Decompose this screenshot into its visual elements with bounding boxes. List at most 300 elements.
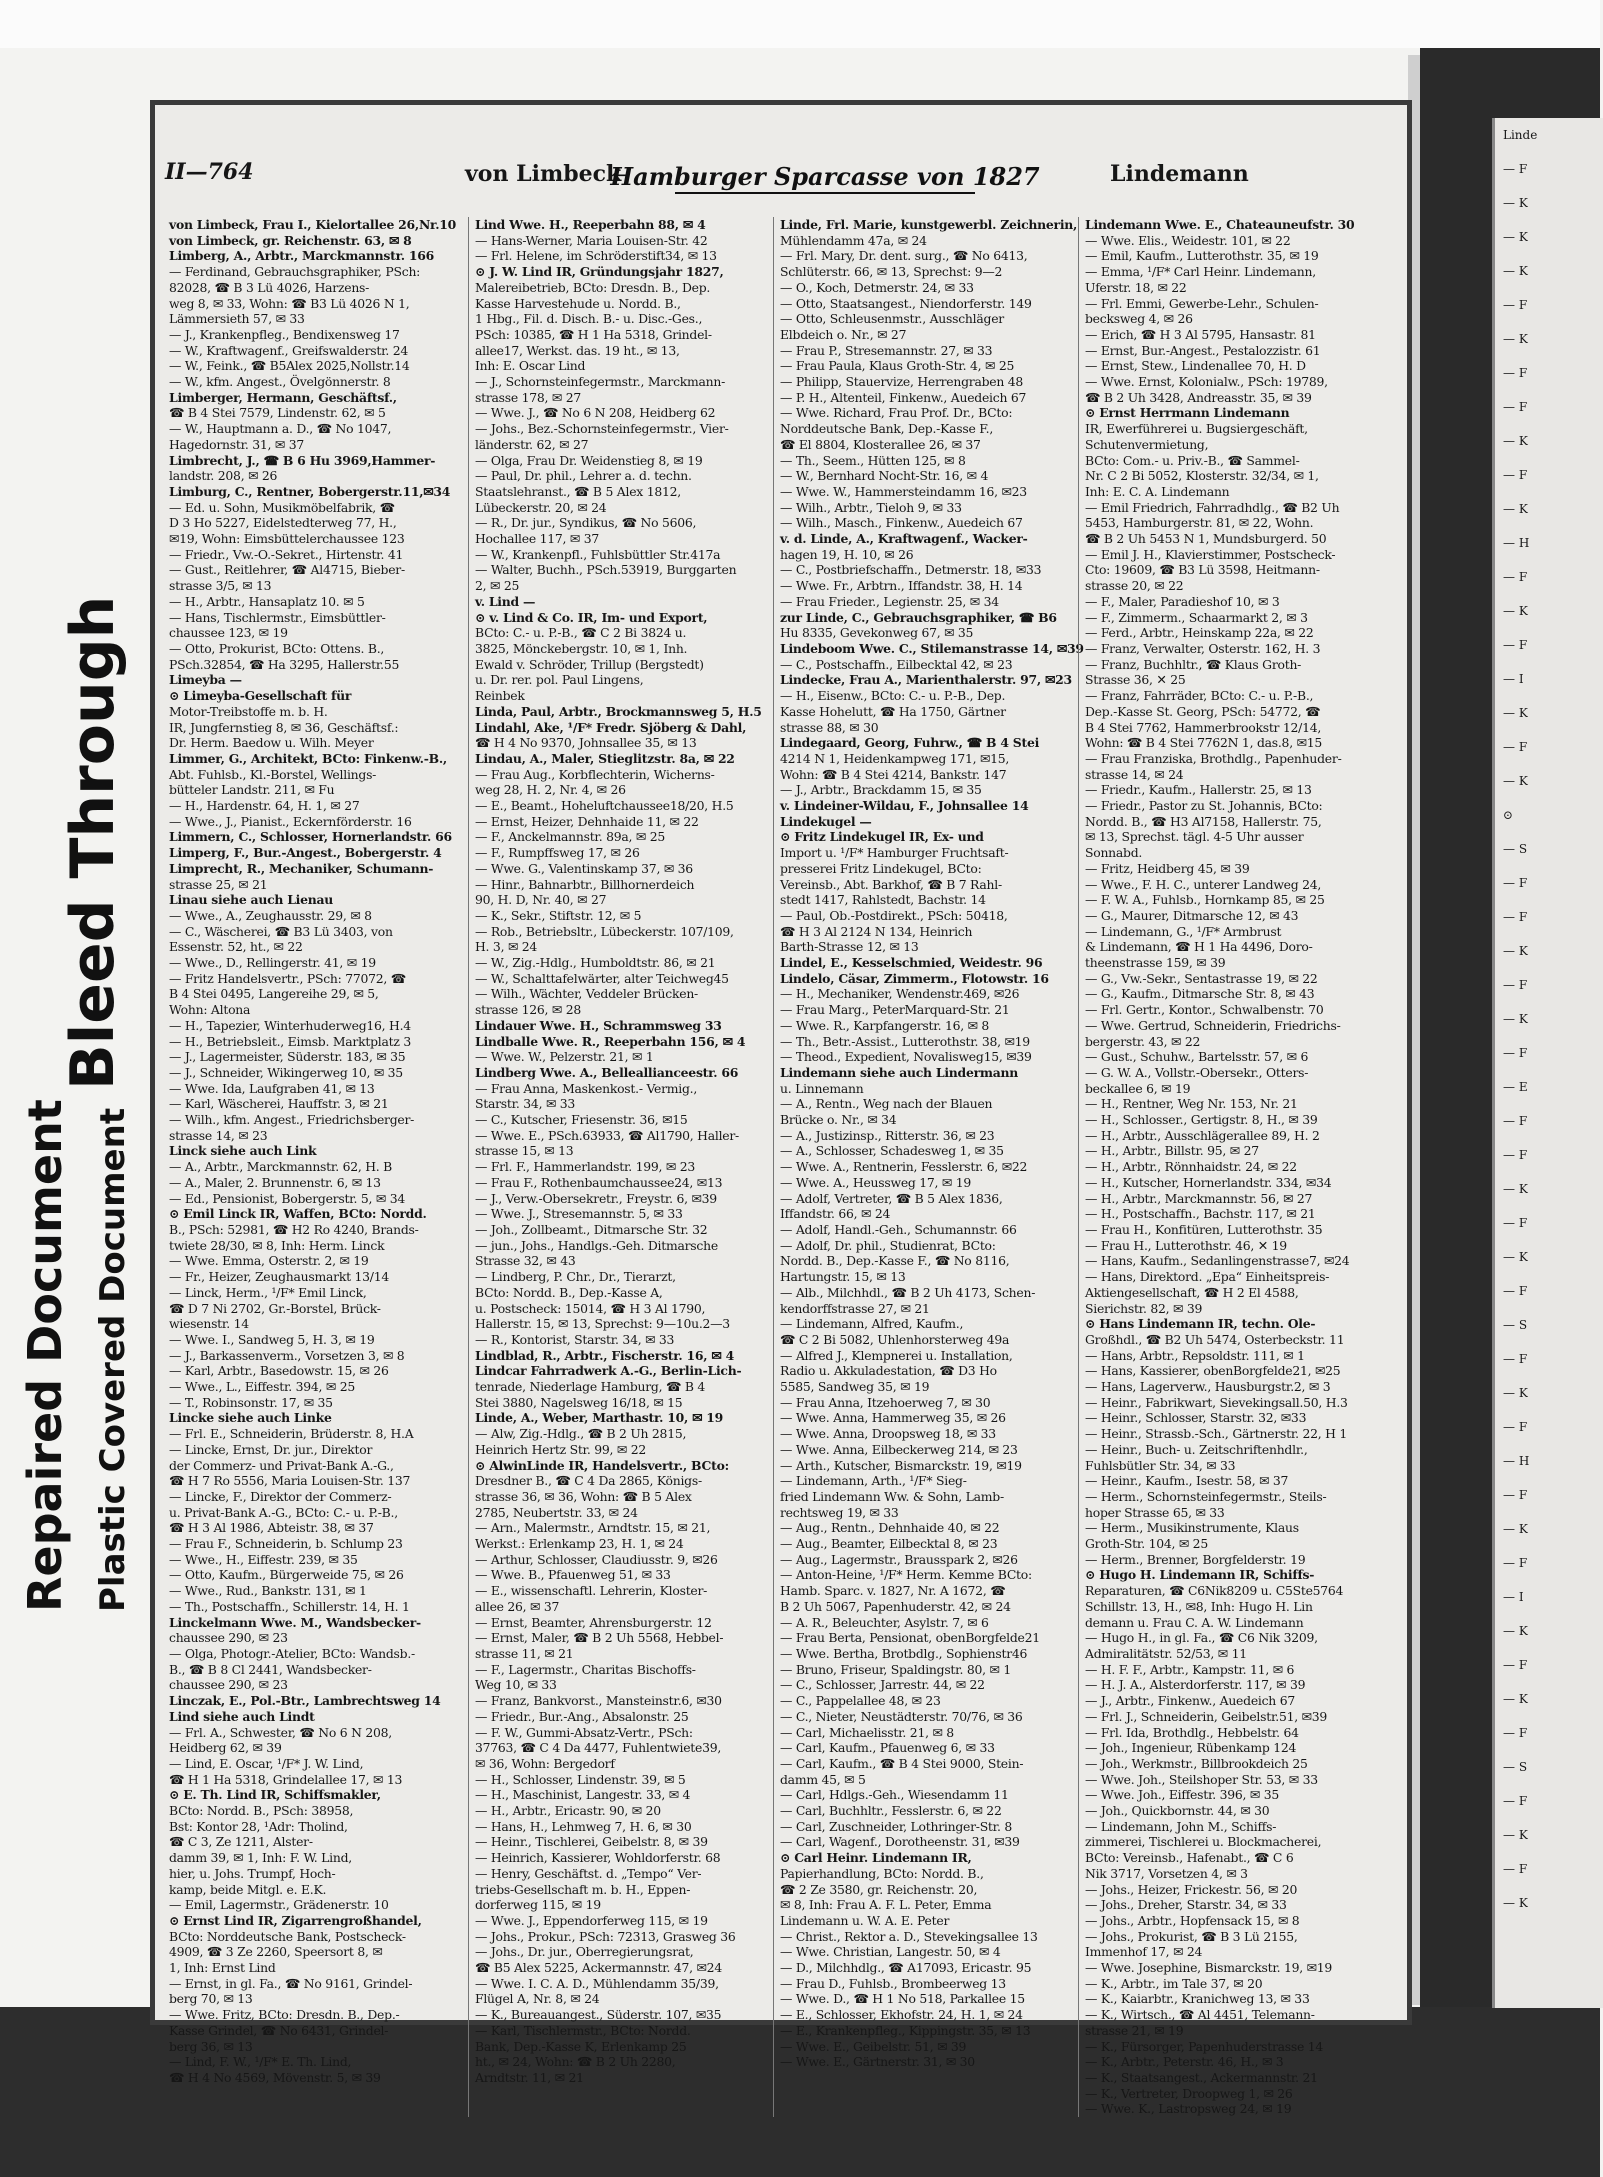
directory-entry-line: — Wwe. W., Pelzerstr. 21, ✉ 1 (475, 1049, 654, 1065)
directory-entry-line: — H., Arbtr., Billstr. 95, ✉ 27 (1085, 1143, 1259, 1159)
directory-entry-line: — Wwe. E., Geibelstr. 51, ✉ 39 (780, 2038, 967, 2054)
directory-entry-line: — Aug., Rentn., Dehnhaide 40, ✉ 22 (780, 1520, 1000, 1536)
directory-entry-line: Lindemann Wwe. E., Chateauneufstr. 30 (1085, 217, 1355, 232)
directory-entry-line: Vereinsb., Abt. Barkhof, ☎ B 7 Rahl- (780, 876, 1002, 892)
adjacent-entry-fragment: — K (1503, 706, 1528, 720)
directory-entry-line: becksweg 4, ✉ 26 (1085, 311, 1193, 327)
directory-entry-line: — Frau F., Schneiderin, b. Schlump 23 (169, 1536, 403, 1552)
directory-entry-line: chaussee 123, ✉ 19 (169, 625, 288, 641)
directory-entry-line: — H., Hardenstr. 64, H. 1, ✉ 27 (169, 798, 360, 814)
directory-entry-line: — Heinrich, Kassierer, Wohldorferstr. 68 (475, 1850, 721, 1866)
directory-entry-line: von Limbeck, Frau I., Kielortallee 26,Nr.10 (169, 217, 456, 232)
directory-entry-line: — A. R., Beleuchter, Asylstr. 7, ✉ 6 (780, 1614, 989, 1630)
directory-entry-line: IR, Ewerführerei u. Bugsiergeschäft, (1085, 421, 1308, 437)
directory-entry-line: BCto: Com.- u. Priv.-B., ☎ Sammel- (1085, 452, 1300, 468)
directory-entry-line: Mühlendamm 47a, ✉ 24 (780, 232, 927, 248)
directory-entry-line: Hamb. Sparc. v. 1827, Nr. A 1672, ☎ (780, 1583, 1006, 1599)
directory-entry-line: Lindballe Wwe. R., Reeperbahn 156, ✉ 4 (475, 1033, 746, 1049)
directory-entry-line: strasse 11, ✉ 21 (475, 1645, 574, 1661)
page-number: II—764 (165, 159, 254, 185)
adjacent-entry-fragment: — E (1503, 1080, 1528, 1094)
label-bleed-through: Bleed Through (58, 595, 128, 1090)
directory-entry-line: — W., Krankenpfl., Fuhlsbüttler Str.417a (475, 546, 721, 562)
directory-entry-line: — Wwe., F. H. C., unterer Landweg 24, (1085, 876, 1322, 892)
directory-entry-line: — Erich, ☎ H 3 Al 5795, Hansastr. 81 (1085, 326, 1316, 342)
directory-entry-line: — K., Wirtsch., ☎ Al 4451, Telemann- (1085, 2007, 1315, 2023)
directory-entry-line: — H., Arbtr., Rönnhaidstr. 24, ✉ 22 (1085, 1159, 1297, 1175)
directory-entry-line: zimmerei, Tischlerei u. Blockmacherei, (1085, 1834, 1322, 1850)
directory-column-1 (163, 217, 468, 2117)
directory-entry-line: — E., Beamt., Hoheluftchaussee18/20, H.5 (475, 798, 734, 814)
directory-entry-line: Strasse 36, ✕ 25 (1085, 672, 1186, 688)
directory-entry-line: Limprecht, R., Mechaniker, Schumann- (169, 860, 434, 876)
directory-entry-line: Limberg, A., Arbtr., Marckmannstr. 166 (169, 248, 434, 264)
directory-entry-line: 3825, Mönckebergstr. 10, ✉ 1, Inh. (475, 640, 688, 656)
directory-entry-line: 1 Hbg., Fil. d. Disch. B.- u. Disc.-Ges., (475, 311, 703, 327)
directory-entry-line: ✉19, Wohn: Eimsbüttelerchaussee 123 (169, 531, 405, 547)
directory-entry-line: bütteler Landstr. 211, ✉ Fu (169, 782, 335, 798)
directory-entry-line: ☎ B 2 Uh 5453 N 1, Mundsburgerd. 50 (1085, 531, 1327, 547)
adjacent-entry-fragment: — F (1503, 1556, 1528, 1570)
directory-entry-line: dorferweg 115, ✉ 19 (475, 1897, 601, 1913)
directory-entry-line: — Philipp, Stauervize, Herrengraben 48 (780, 374, 1024, 390)
directory-entry-line: — Wilh., Masch., Finkenw., Auedeich 67 (780, 515, 1023, 531)
logo-text: Hamburger Sparcasse von 1827 (610, 162, 1040, 191)
directory-entry-line: Lindauer Wwe. H., Schrammsweg 33 (475, 1017, 722, 1033)
directory-entry-line: Hochallee 117, ✉ 37 (475, 531, 599, 547)
directory-entry-line: berg 36, ✉ 13 (169, 2038, 253, 2054)
directory-entry-line: — J., Arbtr., Brackdamm 15, ✉ 35 (780, 782, 982, 798)
adjacent-entry-fragment: — S (1503, 1318, 1528, 1332)
directory-entry-line: — Johs., Prokur., PSch: 72313, Grasweg 36 (475, 1928, 736, 1944)
directory-entry-line: — F., Lagermstr., Charitas Bischoffs- (475, 1661, 696, 1677)
directory-entry-line: — A., Maler, 2. Brunnenstr. 6, ✉ 13 (169, 1174, 381, 1190)
directory-entry-line: — A., Arbtr., Marckmannstr. 62, H. B (169, 1159, 393, 1175)
directory-entry-line: — Wwe., H., Eiffestr. 239, ✉ 35 (169, 1551, 358, 1567)
directory-entry-line: — Fritz, Heidberg 45, ✉ 39 (1085, 860, 1250, 876)
directory-entry-line: — Franz, Fahrräder, BCto: C.- u. P.-B., (1085, 688, 1314, 704)
directory-entry-line: Essenstr. 52, ht., ✉ 22 (169, 939, 303, 955)
directory-entry-line: 4214 N 1, Heidenkampweg 171, ✉15, (780, 750, 1010, 766)
directory-entry-line: Kasse Harvestehude u. Nordd. B., (475, 295, 681, 311)
directory-entry-line: kamp, beide Mitgl. e. E.K. (169, 1881, 327, 1897)
directory-entry-line: — D., Milchhdlg., ☎ A17093, Ericastr. 95 (780, 1960, 1032, 1976)
directory-entry-line: Inh: E. C. A. Lindemann (1085, 483, 1230, 499)
directory-entry-line: — Wwe. B., Pfauenweg 51, ✉ 33 (475, 1567, 671, 1583)
adjacent-entry-fragment: — K (1503, 1624, 1528, 1638)
directory-entry-line: strasse 36, ✉ 36, Wohn: ☎ B 5 Alex (475, 1488, 692, 1504)
directory-entry-line: ⊙ Ernst Lind IR, Zigarrengroßhandel, (169, 1912, 422, 1928)
directory-entry-line: Limmer, G., Architekt, BCto: Finkenw.-B., (169, 750, 447, 766)
directory-entry-line: — Karl, Wäscherei, Hauffstr. 3, ✉ 21 (169, 1096, 389, 1112)
directory-entry-line: 82028, ☎ B 3 Lü 4026, Harzens- (169, 279, 370, 295)
directory-entry-line: Lübeckerstr. 20, ✉ 24 (475, 499, 607, 515)
directory-entry-line: Radio u. Akkuladestation, ☎ D3 Ho (780, 1363, 997, 1379)
adjacent-entry-fragment: — S (1503, 1760, 1528, 1774)
directory-entry-line: — Herm., Musikinstrumente, Klaus (1085, 1520, 1299, 1536)
directory-entry-line: — Walter, Buchh., PSch.53919, Burggarten (475, 562, 737, 578)
directory-entry-line: Nik 3717, Vorsetzen 4, ✉ 3 (1085, 1865, 1248, 1881)
directory-entry-line: — Friedr., Vw.-O.-Sekret., Hirtenstr. 41 (169, 546, 404, 562)
directory-entry-line: Malereibetrieb, BCto: Dresdn. B., Dep. (475, 279, 711, 295)
directory-entry-line: — Olga, Photogr.-Atelier, BCto: Wandsb.- (169, 1645, 415, 1661)
directory-entry-line: ☎ H 1 Ha 5318, Grindelallee 17, ✉ 13 (169, 1771, 403, 1787)
directory-entry-line: — Wilh., Wächter, Veddeler Brücken- (475, 986, 698, 1002)
directory-entry-line: — Hans-Werner, Maria Louisen-Str. 42 (475, 232, 708, 248)
directory-entry-line: — Frau Anna, Maskenkost.- Vermig., (475, 1080, 698, 1096)
directory-entry-line: Nr. C 2 Bi 5052, Klosterstr. 32/34, ✉ 1, (1085, 468, 1319, 484)
directory-entry-line: — Lindberg, P. Chr., Dr., Tierarzt, (475, 1269, 676, 1285)
directory-entry-line: — Frl. J., Schneiderin, Geibelstr.51, ✉39 (1085, 1708, 1328, 1724)
adjacent-page-fragment (1492, 118, 1603, 2008)
adjacent-entry-fragment: — K (1503, 1692, 1528, 1706)
directory-entry-line: — Hinr., Bahnarbtr., Billhornerdeich (475, 876, 695, 892)
directory-entry-line: Weg 10, ✉ 33 (475, 1677, 557, 1693)
directory-entry-line: BCto: Nordd. B., PSch: 38958, (169, 1803, 354, 1819)
adjacent-entry-fragment: — S (1503, 842, 1528, 856)
directory-entry-line: der Commerz- und Privat-Bank A.-G., (169, 1457, 394, 1473)
adjacent-entry-fragment: — F (1503, 910, 1528, 924)
directory-entry-line: BCto: Norddeutsche Bank, Postscheck- (169, 1928, 406, 1944)
directory-entry-line: — H. F. F., Arbtr., Kampstr. 11, ✉ 6 (1085, 1661, 1295, 1677)
directory-entry-line: — Joh., Werkmstr., Billbrookdeich 25 (1085, 1755, 1308, 1771)
adjacent-page-column (1495, 118, 1603, 1920)
directory-entry-line: — F., Zimmerm., Schaarmarkt 2, ✉ 3 (1085, 609, 1308, 625)
directory-entry-line: IR, Jungfernstieg 8, ✉ 36, Geschäftsf.: (169, 719, 399, 735)
directory-entry-line: chaussee 290, ✉ 23 (169, 1630, 288, 1646)
directory-entry-line: — Alfred J., Klempnerei u. Installation, (780, 1347, 1013, 1363)
directory-entry-line: — Adolf, Vertreter, ☎ B 5 Alex 1836, (780, 1190, 1003, 1206)
directory-entry-line: — Wwe. Christian, Langestr. 50, ✉ 4 (780, 1944, 1001, 1960)
directory-entry-line: — C., Wäscherei, ☎ B3 Lü 3403, von (169, 923, 393, 939)
adjacent-entry-fragment: — F (1503, 298, 1528, 312)
directory-entry-line: — Karl, Tischlermstr., BCto: Nordd. (475, 2022, 691, 2038)
directory-entry-line: Lindeboom Wwe. C., Stilemanstrasse 14, ✉39 (780, 640, 1084, 656)
directory-entry-line: strasse 20, ✉ 22 (1085, 578, 1184, 594)
directory-entry-line: — W., Kraftwagenf., Greifswalderstr. 24 (169, 342, 409, 358)
directory-entry-line: — Herm., Brenner, Borgfelderstr. 19 (1085, 1551, 1306, 1567)
adjacent-entry-fragment: — F (1503, 1284, 1528, 1298)
directory-entry-line: hoper Strasse 65, ✉ 33 (1085, 1504, 1225, 1520)
directory-entry-line: 4909, ☎ 3 Ze 2260, Speersort 8, ✉ (169, 1944, 383, 1960)
directory-entry-line: Werkst.: Erlenkamp 23, H. 1, ✉ 24 (475, 1536, 684, 1552)
directory-entry-line: Elbdeich o. Nr., ✉ 27 (780, 326, 907, 342)
directory-entry-line: — Frl. Gertr., Kontor., Schwalbenstr. 70 (1085, 1002, 1324, 1018)
directory-entry-line: — Emil, Kaufm., Lutterothstr. 35, ✉ 19 (1085, 248, 1319, 264)
directory-entry-line: presserei Fritz Lindekugel, BCto: (780, 860, 982, 876)
directory-entry-line: Linde, Frl. Marie, kunstgewerbl. Zeichnerin, (780, 217, 1078, 232)
directory-entry-line: — G. W. A., Vollstr.-Obersekr., Otters- (1085, 1064, 1309, 1080)
directory-entry-line: — H., Kutscher, Hornerlandstr. 334, ✉34 (1085, 1174, 1332, 1190)
directory-entry-line: Dresdner B., ☎ C 4 Da 2865, Königs- (475, 1473, 702, 1489)
directory-entry-line: — G., Maurer, Ditmarsche 12, ✉ 43 (1085, 907, 1299, 923)
directory-entry-line: Immenhof 17, ✉ 24 (1085, 1944, 1203, 1960)
directory-entry-line: — K., Bureauangest., Süderstr. 107, ✉35 (475, 2007, 722, 2023)
directory-entry-line: — K., Vertreter, Droopweg 1, ✉ 26 (1085, 2085, 1293, 2101)
directory-entry-line: ⊙ Hans Lindemann IR, techn. Ole- (1085, 1316, 1316, 1332)
directory-entry-line: — H., Betriebsleit., Eimsb. Marktplatz 3 (169, 1033, 411, 1049)
directory-entry-line: weg 28, H. 2, Nr. 4, ✉ 26 (475, 782, 626, 798)
directory-entry-line: ☎ H 4 No 9370, Johnsallee 35, ✉ 13 (475, 735, 697, 751)
directory-entry-line: — Franz, Bankvorst., Mansteinstr.6, ✉30 (475, 1693, 722, 1709)
directory-entry-line: u. Linnemann (780, 1080, 864, 1096)
directory-entry-line: bergerstr. 43, ✉ 22 (1085, 1033, 1201, 1049)
directory-entry-line: Limmern, C., Schlosser, Hornerlandstr. 66 (169, 829, 452, 845)
directory-entry-line: chaussee 290, ✉ 23 (169, 1677, 288, 1693)
directory-entry-line: — F., Rumpffsweg 17, ✉ 26 (475, 845, 640, 861)
adjacent-entry-fragment: — F (1503, 1658, 1528, 1672)
directory-entry-line: — P. H., Altenteil, Finkenw., Auedeich 67 (780, 389, 1027, 405)
directory-entry-line: — Frau Anna, Itzehoerweg 7, ✉ 30 (780, 1394, 991, 1410)
directory-entry-line: — F. W. A., Fuhlsb., Hornkamp 85, ✉ 25 (1085, 892, 1325, 908)
directory-entry-line: kendorffstrasse 27, ✉ 21 (780, 1300, 930, 1316)
directory-entry-line: Inh: E. Oscar Lind (475, 358, 586, 374)
adjacent-entry-fragment: — K (1503, 230, 1528, 244)
directory-entry-line: — W., Bernhard Nocht-Str. 16, ✉ 4 (780, 468, 989, 484)
directory-entry-line: ⊙ Ernst Herrmann Lindemann (1085, 405, 1290, 421)
directory-entry-line: — Heinr., Schlosser, Starstr. 32, ✉33 (1085, 1410, 1307, 1426)
directory-entry-line: — H., Mechaniker, Wendenstr.469, ✉26 (780, 986, 1020, 1002)
directory-entry-line: — O., Koch, Detmerstr. 24, ✉ 33 (780, 279, 974, 295)
directory-entry-line: — Th., Seem., Hütten 125, ✉ 8 (780, 452, 966, 468)
directory-entry-line: Lind siehe auch Lindt (169, 1708, 315, 1724)
directory-entry-line: — Lind, E. Oscar, ¹/F* J. W. Lind, (169, 1755, 364, 1771)
directory-entry-line: 5585, Sandweg 35, ✉ 19 (780, 1379, 930, 1395)
directory-entry-line: Lindekugel — (780, 813, 872, 829)
directory-entry-line: — Wwe. J., ☎ No 6 N 208, Heidberg 62 (475, 405, 716, 421)
directory-entry-line: — A., Justizinsp., Ritterstr. 36, ✉ 23 (780, 1127, 995, 1143)
directory-entry-line: — Ernst, in gl. Fa., ☎ No 9161, Grindel- (169, 1975, 413, 1991)
directory-entry-line: ⊙ AlwinLinde IR, Handelsvertr., BCto: (475, 1457, 729, 1473)
directory-entry-line: Nordd. B., Dep.-Kasse F., ☎ No 8116, (780, 1253, 1010, 1269)
directory-entry-line: strasse 15, ✉ 13 (475, 1143, 574, 1159)
directory-page (150, 100, 1412, 2117)
directory-columns (163, 217, 1411, 2117)
directory-entry-line: Dep.-Kasse St. Georg, PSch: 54772, ☎ (1085, 703, 1321, 719)
directory-entry-line: — Lindemann, G., ¹/F* Armbrust (1085, 923, 1282, 939)
directory-entry-line: theenstrasse 159, ✉ 39 (1085, 955, 1226, 971)
directory-entry-line: Schlüterstr. 66, ✉ 13, Sprechst: 9—2 (780, 264, 1003, 280)
directory-entry-line: — Frau P., Stresemannstr. 27, ✉ 33 (780, 342, 993, 358)
directory-entry-line: triebs-Gesellschaft m. b. H., Eppen- (475, 1881, 691, 1897)
directory-entry-line: — Carl, Hdlgs.-Geh., Wiesendamm 11 (780, 1787, 1009, 1803)
directory-entry-line: — Lind, F. W., ¹/F* E. Th. Lind, (169, 2054, 352, 2070)
directory-entry-line: — Ed., Pensionist, Bobergerstr. 5, ✉ 34 (169, 1190, 405, 1206)
directory-entry-line: ☎ H 3 Al 2124 N 134, Heinrich (780, 923, 973, 939)
directory-entry-line: — Frau Franziska, Brothdlg., Papenhuder- (1085, 750, 1342, 766)
directory-entry-line: — Paul, Ob.-Postdirekt., PSch: 50418, (780, 907, 1008, 923)
directory-entry-line: — F., Maler, Paradieshof 10, ✉ 3 (1085, 593, 1280, 609)
adjacent-entry-fragment: — K (1503, 1522, 1528, 1536)
directory-entry-line: — Anton-Heine, ¹/F* Herm. Kemme BCto: (780, 1567, 1032, 1583)
directory-entry-line: länderstr. 62, ✉ 27 (475, 436, 589, 452)
directory-entry-line: — J., Schneider, Wikingerweg 10, ✉ 35 (169, 1064, 403, 1080)
directory-entry-line: — Wwe. Gertrud, Schneiderin, Friedrichs- (1085, 1017, 1341, 1033)
directory-entry-line: — Wwe. R., Karpfangerstr. 16, ✉ 8 (780, 1017, 990, 1033)
directory-entry-line: — Arthur, Schlosser, Claudiusstr. 9, ✉26 (475, 1551, 718, 1567)
directory-entry-line: — Karl, Arbtr., Basedowstr. 15, ✉ 26 (169, 1363, 389, 1379)
directory-entry-line: 37763, ☎ C 4 Da 4477, Fuhlentwiete39, (475, 1740, 722, 1756)
directory-entry-line: Linde, A., Weber, Marthastr. 10, ✉ 19 (475, 1410, 724, 1426)
directory-entry-line: — K., Fürsorger, Papenhuderstrasse 14 (1085, 2038, 1324, 2054)
directory-entry-line: Hallerstr. 15, ✉ 13, Sprechst: 9—10u.2—3 (475, 1316, 730, 1332)
directory-entry-line: Heinrich Hertz Str. 99, ✉ 22 (475, 1441, 646, 1457)
directory-entry-line: Ewald v. Schröder, Trillup (Bergstedt) (475, 656, 704, 672)
directory-entry-line: — Wwe. Fritz, BCto: Dresdn. B., Dep.- (169, 2007, 400, 2023)
directory-entry-line: Nordd. B., ☎ H3 Al7158, Hallerstr. 75, (1085, 813, 1322, 829)
directory-entry-line: tenrade, Niederlage Hamburg, ☎ B 4 (475, 1379, 706, 1395)
directory-entry-line: Arndtstr. 11, ✉ 21 (475, 2069, 584, 2085)
adjacent-entry-fragment: — K (1503, 264, 1528, 278)
directory-entry-line: — Wwe. W., Hammersteindamm 16, ✉23 (780, 483, 1027, 499)
adjacent-entry-fragment: — K (1503, 434, 1528, 448)
adjacent-entry-fragment: ⊙ (1503, 808, 1514, 822)
directory-entry-line: — Lindemann, Alfred, Kaufm., (780, 1316, 964, 1332)
directory-entry-line: — Wwe. E., Gärtnerstr. 31, ✉ 30 (780, 2054, 975, 2070)
directory-entry-line: — Wwe. Elis., Weidestr. 101, ✉ 22 (1085, 232, 1291, 248)
directory-entry-line: — W., Hauptmann a. D., ☎ No 1047, (169, 421, 392, 437)
directory-entry-line: — Friedr., Bur.-Ang., Absalonstr. 25 (475, 1708, 689, 1724)
directory-entry-line: ☎ B 4 Stei 7579, Lindenstr. 62, ✉ 5 (169, 405, 386, 421)
directory-entry-line: — Wwe. G., Valentinskamp 37, ✉ 36 (475, 860, 693, 876)
directory-entry-line: Kasse Grindel, ☎ No 6431, Grindel- (169, 2022, 389, 2038)
directory-entry-line: Barth-Strasse 12, ✉ 13 (780, 939, 919, 955)
directory-entry-line: — Wwe. Ida, Laufgraben 41, ✉ 13 (169, 1080, 375, 1096)
directory-entry-line: ⊙ Limeyba-Gesellschaft für (169, 688, 352, 704)
directory-entry-line: — Hans, Tischlermstr., Eimsbüttler- (169, 609, 386, 625)
directory-entry-line: — Th., Postschaffn., Schillerstr. 14, H. 1 (169, 1598, 410, 1614)
directory-entry-line: — Linck, Herm., ¹/F* Emil Linck, (169, 1284, 367, 1300)
directory-entry-line: Großhdl., ☎ B2 Uh 5474, Osterbeckstr. 11 (1085, 1331, 1345, 1347)
directory-entry-line: — Joh., Zollbeamt., Ditmarsche Str. 32 (475, 1222, 708, 1237)
directory-entry-line: — Wwe. Josephine, Bismarckstr. 19, ✉19 (1085, 1960, 1333, 1976)
directory-entry-line: Staatslehranst., ☎ B 5 Alex 1812, (475, 483, 681, 499)
directory-entry-line: ht., ✉ 24, Wohn: ☎ B 2 Uh 2280, (475, 2054, 676, 2070)
directory-entry-line: — K., Arbtr., im Tale 37, ✉ 20 (1085, 1975, 1263, 1991)
directory-entry-line: — G., Vw.-Sekr., Sentastrasse 19, ✉ 22 (1085, 970, 1318, 986)
directory-entry-line: Lind Wwe. H., Reeperbahn 88, ✉ 4 (475, 217, 706, 232)
directory-entry-line: — Wwe. I. C. A. D., Mühlendamm 35/39, (475, 1975, 719, 1991)
directory-entry-line: — C., Pappelallee 48, ✉ 23 (780, 1693, 941, 1709)
directory-entry-line: Bank, Dep.-Kasse K, Erlenkamp 25 (475, 2038, 687, 2054)
directory-entry-line: — Aug., Lagermstr., Brausspark 2, ✉26 (780, 1551, 1018, 1567)
directory-entry-line: — J., Krankenpfleg., Bendixensweg 17 (169, 326, 400, 342)
directory-entry-line: — Olga, Frau Dr. Weidenstieg 8, ✉ 19 (475, 452, 703, 468)
directory-entry-line: — H., Arbtr., Ericastr. 90, ✉ 20 (475, 1803, 661, 1819)
directory-entry-line: — Paul, Dr. phil., Lehrer a. d. techn. (475, 468, 692, 484)
directory-entry-line: Norddeutsche Bank, Dep.-Kasse F., (780, 421, 994, 437)
directory-entry-line: Heidberg 62, ✉ 39 (169, 1740, 282, 1756)
directory-entry-line: — Johs., Dr. jur., Oberregierungsrat, (475, 1944, 694, 1960)
directory-entry-line: — Frau Aug., Korbflechterin, Wicherns- (475, 766, 715, 782)
directory-entry-line: ⊙ Carl Heinr. Lindemann IR, (780, 1850, 972, 1866)
directory-entry-line: Abt. Fuhlsb., Kl.-Borstel, Wellings- (169, 766, 377, 782)
directory-entry-line: — Wwe. K., Lastropsweg 24, ✉ 19 (1085, 2101, 1292, 2117)
directory-column-4 (1078, 217, 1383, 2117)
directory-entry-line: demann u. Frau C. A. W. Lindemann (1085, 1614, 1304, 1630)
directory-entry-line: — Alb., Milchhdl., ☎ B 2 Uh 4173, Schen- (780, 1284, 1036, 1300)
directory-entry-line: ✉ 13, Sprechst. tägl. 4-5 Uhr ausser (1085, 829, 1304, 845)
adjacent-entry-fragment: — F (1503, 1046, 1528, 1060)
directory-entry-line: — Frau F., Rothenbaumchaussee24, ✉13 (475, 1174, 723, 1190)
adjacent-entry-fragment: — K (1503, 604, 1528, 618)
directory-entry-line: Linckelmann Wwe. M., Wandsbecker- (169, 1614, 421, 1630)
directory-entry-line: — Emil Friedrich, Fahrradhdlg., ☎ B2 Uh (1085, 499, 1340, 515)
directory-entry-line: Lindblad, R., Arbtr., Fischerstr. 16, ✉ 4 (475, 1347, 734, 1363)
directory-entry-line: — Otto, Kaufm., Bürgerweide 75, ✉ 26 (169, 1567, 404, 1583)
adjacent-entry-fragment: — F (1503, 1114, 1528, 1128)
directory-entry-line: Sonnabd. (1085, 845, 1143, 861)
directory-entry-line: — Carl, Wagenf., Dorotheenstr. 31, ✉39 (780, 1834, 1020, 1850)
adjacent-entry-fragment: — K (1503, 1250, 1528, 1264)
directory-entry-line: ⊙ Hugo H. Lindemann IR, Schiffs- (1085, 1567, 1315, 1583)
directory-entry-line: — J., Lagermeister, Süderstr. 183, ✉ 35 (169, 1049, 406, 1065)
directory-entry-line: ☎ El 8804, Klosterallee 26, ✉ 37 (780, 436, 981, 452)
directory-entry-line: strasse 3/5, ✉ 13 (169, 578, 272, 594)
directory-entry-line: — Wwe. J., Eppendorferweg 115, ✉ 19 (475, 1912, 708, 1928)
directory-entry-line: — Lindemann, John M., Schiffs- (1085, 1818, 1277, 1834)
directory-entry-line: — Hans, Direktord. „Epa“ Einheitspreis- (1085, 1269, 1330, 1285)
directory-entry-line: — Johs., Bez.-Schornsteinfegermstr., Vier- (475, 421, 729, 437)
directory-entry-line: — J., Schornsteinfegermstr., Marckmann- (475, 374, 726, 390)
adjacent-entry-fragment: — F (1503, 1726, 1528, 1740)
top-margin (0, 0, 1600, 48)
directory-entry-line: — Wwe., L., Eiffestr. 394, ✉ 25 (169, 1379, 356, 1395)
directory-entry-line: — Wwe., A., Zeughausstr. 29, ✉ 8 (169, 907, 372, 923)
directory-entry-line: BCto: Nordd. B., Dep.-Kasse A, (475, 1284, 663, 1300)
directory-entry-line: Wohn: Altona (169, 1002, 251, 1018)
directory-entry-line: — Christ., Rektor a. D., Stevekingsallee 13 (780, 1928, 1038, 1944)
directory-entry-line: Dr. Herm. Baedow u. Wilh. Meyer (169, 735, 374, 751)
directory-entry-line: — J., Barkassenverm., Vorsetzen 3, ✉ 8 (169, 1347, 405, 1363)
directory-entry-line: — Frau Berta, Pensionat, obenBorgfelde21 (780, 1630, 1040, 1646)
directory-entry-line: — Emil J. H., Klavierstimmer, Postscheck- (1085, 546, 1336, 562)
directory-entry-line: 2785, Neubertstr. 33, ✉ 24 (475, 1504, 638, 1520)
directory-entry-line: ☎ 2 Ze 3580, gr. Reichenstr. 20, (780, 1881, 978, 1897)
directory-entry-line: B 4 Stei 7762, Hammerbrookstr 12/14, (1085, 719, 1322, 735)
directory-entry-line: Reparaturen, ☎ C6Nik8209 u. C5Ste5764 (1085, 1583, 1344, 1599)
directory-entry-line: — Wwe. I., Sandweg 5, H. 3, ✉ 19 (169, 1331, 375, 1347)
directory-entry-line: — Ernst, Bur.-Angest., Pestalozzistr. 61 (1085, 342, 1321, 358)
directory-entry-line: BCto: Vereinsb., Hafenabt., ☎ C 6 (1085, 1850, 1294, 1866)
adjacent-entry-fragment: — K (1503, 1896, 1528, 1910)
directory-entry-line: — H., Tapezier, Winterhuderweg16, H.4 (169, 1017, 411, 1033)
directory-entry-line: BCto: C.- u. P.-B., ☎ C 2 Bi 3824 u. (475, 625, 687, 641)
directory-entry-line: — E., Krankenpfleg., Kippingstr. 35, ✉ 13 (780, 2022, 1031, 2038)
directory-entry-line: Linczak, E., Pol.-Btr., Lambrechtsweg 14 (169, 1693, 441, 1709)
directory-entry-line: Lindcar Fahrradwerk A.-G., Berlin-Lich- (475, 1363, 742, 1379)
adjacent-entry-fragment: — K (1503, 944, 1528, 958)
directory-entry-line: — E., Schlosser, Ekhofstr. 24, H. 1, ✉ 24 (780, 2007, 1023, 2023)
sparcasse-logo (610, 147, 1040, 202)
directory-entry-line: Reinbek (475, 688, 525, 704)
directory-entry-line: ⊙ J. W. Lind IR, Gründungsjahr 1827, (475, 264, 724, 280)
directory-entry-line: — Wwe. E., PSch.63933, ☎ Al1790, Haller- (475, 1127, 739, 1143)
directory-entry-line: Lindau, A., Maler, Stieglitzstr. 8a, ✉ 22 (475, 750, 735, 766)
directory-entry-line: — C., Postbriefschaffn., Detmerstr. 18, ✉33 (780, 562, 1042, 578)
directory-entry-line: Wohn: ☎ B 4 Stei 7762N 1, das.8, ✉15 (1085, 735, 1322, 751)
directory-entry-line: — Johs., Heizer, Frickestr. 56, ✉ 20 (1085, 1881, 1298, 1897)
directory-entry-line: allee 26, ✉ 37 (475, 1598, 560, 1614)
directory-entry-line: Lindahl, Ake, ¹/F* Fredr. Sjöberg & Dahl, (475, 719, 747, 735)
directory-entry-line: Linau siehe auch Lienau (169, 892, 334, 908)
directory-entry-line: — Aug., Beamter, Eilbecktal 8, ✉ 23 (780, 1536, 998, 1552)
directory-entry-line: — Frl. Mary, Dr. dent. surg., ☎ No 6413, (780, 248, 1028, 264)
directory-entry-line: — Wwe. J., Stresemannstr. 5, ✉ 33 (475, 1206, 683, 1222)
directory-entry-line: ☎ C 3, Ze 1211, Alster- (169, 1834, 313, 1850)
directory-entry-line: — K., Staatsangest., Ackermannstr. 21 (1085, 2069, 1318, 2085)
directory-entry-line: — F. W., Gummi-Absatz-Vertr., PSch: (475, 1724, 693, 1740)
